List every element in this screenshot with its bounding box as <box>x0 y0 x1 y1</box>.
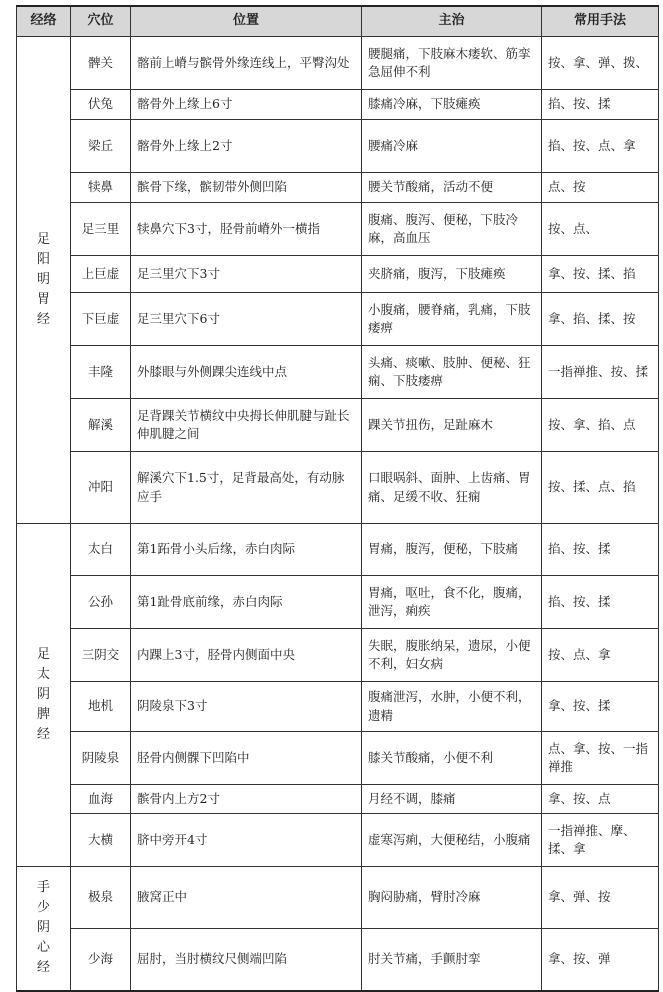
point-cell: 下巨虚 <box>71 293 131 346</box>
point-cell: 犊鼻 <box>71 173 131 203</box>
technique-cell: 拿、按、弹 <box>542 929 659 991</box>
indication-cell: 踝关节扭伤，足趾麻木 <box>362 399 542 452</box>
meridian-name: 足阳明胃经 <box>36 231 50 328</box>
location-cell: 髂骨外上缘上6寸 <box>131 90 362 120</box>
indication-cell: 腰痛冷麻 <box>362 120 542 173</box>
technique-cell: 一指禅推、摩、揉、拿 <box>542 814 659 867</box>
technique-cell: 点、按 <box>542 173 659 203</box>
location-cell: 犊鼻穴下3寸，胫骨前嵴外一横指 <box>131 203 362 256</box>
meridian-name: 手少阴心经 <box>36 879 50 976</box>
indication-cell: 虚寒泻痢，大便秘结，小腹痛 <box>362 814 542 867</box>
point-cell: 太白 <box>71 524 131 576</box>
table-row <box>17 256 659 293</box>
meridian-cell <box>17 37 71 524</box>
location-cell: 足背踝关节横纹中央拇长伸肌腱与趾长伸肌腱之间 <box>131 399 362 452</box>
table-row <box>17 682 659 732</box>
location-cell: 胫骨内侧髁下凹陷中 <box>131 732 362 785</box>
table-row <box>17 203 659 256</box>
point-cell: 足三里 <box>71 203 131 256</box>
technique-cell: 拿、弹、按 <box>542 867 659 929</box>
indication-cell: 膝关节酸痛，小便不利 <box>362 732 542 785</box>
header-meridian: 经络 <box>17 6 71 37</box>
indication-cell: 口眼㖞斜、面肿、上齿痛、胃痛、足缓不收、狂痫 <box>362 452 542 524</box>
indication-cell: 胃痛，呕吐，食不化，腹痛，泄泻，痢疾 <box>362 576 542 629</box>
technique-cell: 按、拿、弹、拨、 <box>542 37 659 90</box>
point-cell: 大横 <box>71 814 131 867</box>
point-cell: 阴陵泉 <box>71 732 131 785</box>
table-row <box>17 929 659 991</box>
table-body <box>17 37 659 991</box>
header-technique: 常用手法 <box>542 6 659 37</box>
table-row <box>17 524 659 576</box>
technique-cell: 拿、按、点 <box>542 785 659 814</box>
location-cell: 脐中旁开4寸 <box>131 814 362 867</box>
technique-cell: 按、点、 <box>542 203 659 256</box>
location-cell: 腋窝正中 <box>131 867 362 929</box>
indication-cell: 腰关节酸痛，活动不便 <box>362 173 542 203</box>
location-cell: 髂骨外上缘上2寸 <box>131 120 362 173</box>
technique-cell: 按、揉、点、掐 <box>542 452 659 524</box>
indication-cell: 胸闷胁痛，臂肘冷麻 <box>362 867 542 929</box>
indication-cell: 腰腿痛，下肢麻木痿软、筋挛急屈伸不利 <box>362 37 542 90</box>
technique-cell: 掐、按、揉 <box>542 90 659 120</box>
meridian-cell <box>17 524 71 867</box>
meridian-name: 足太阴脾经 <box>36 646 50 743</box>
point-cell: 解溪 <box>71 399 131 452</box>
header-row <box>17 6 659 37</box>
acupoint-table <box>16 5 659 992</box>
meridian-cell <box>17 867 71 991</box>
table-row <box>17 629 659 682</box>
indication-cell: 月经不调，膝痛 <box>362 785 542 814</box>
technique-cell: 拿、按、揉、掐 <box>542 256 659 293</box>
point-cell: 梁丘 <box>71 120 131 173</box>
technique-cell: 拿、掐、揉、按 <box>542 293 659 346</box>
header-point: 穴位 <box>71 6 131 37</box>
acupoint-table-container <box>16 5 658 992</box>
table-row <box>17 732 659 785</box>
location-cell: 屈肘，当肘横纹尺侧端凹陷 <box>131 929 362 991</box>
header-location: 位置 <box>131 6 362 37</box>
point-cell: 少海 <box>71 929 131 991</box>
indication-cell: 腹痛泄泻，水肿，小便不利，遗精 <box>362 682 542 732</box>
indication-cell: 胃痛，腹泻，便秘，下肢痛 <box>362 524 542 576</box>
indication-cell: 腹痛、腹泻、便秘，下肢冷麻，高血压 <box>362 203 542 256</box>
header-indication: 主治 <box>362 6 542 37</box>
table-row <box>17 452 659 524</box>
technique-cell: 一指禅推、按、揉 <box>542 346 659 399</box>
point-cell: 极泉 <box>71 867 131 929</box>
table-row <box>17 399 659 452</box>
table-row <box>17 37 659 90</box>
location-cell: 解溪穴下1.5寸，足背最高处，有动脉应手 <box>131 452 362 524</box>
point-cell: 血海 <box>71 785 131 814</box>
point-cell: 地机 <box>71 682 131 732</box>
technique-cell: 按、拿、掐、点 <box>542 399 659 452</box>
technique-cell: 掐、按、揉 <box>542 524 659 576</box>
table-row <box>17 90 659 120</box>
location-cell: 髌骨下缘，髌韧带外侧凹陷 <box>131 173 362 203</box>
technique-cell: 拿、按、揉 <box>542 682 659 732</box>
point-cell: 三阴交 <box>71 629 131 682</box>
indication-cell: 夹脐痛，腹泻，下肢瘫痪 <box>362 256 542 293</box>
location-cell: 足三里穴下3寸 <box>131 256 362 293</box>
point-cell: 冲阳 <box>71 452 131 524</box>
location-cell: 髌骨内上方2寸 <box>131 785 362 814</box>
location-cell: 外膝眼与外侧踝尖连线中点 <box>131 346 362 399</box>
table-row <box>17 173 659 203</box>
point-cell: 公孙 <box>71 576 131 629</box>
point-cell: 髀关 <box>71 37 131 90</box>
indication-cell: 失眠，腹胀纳呆，遗尿，小便不利，妇女病 <box>362 629 542 682</box>
point-cell: 上巨虚 <box>71 256 131 293</box>
location-cell: 阴陵泉下3寸 <box>131 682 362 732</box>
technique-cell: 掐、按、揉 <box>542 576 659 629</box>
location-cell: 内踝上3寸，胫骨内侧面中央 <box>131 629 362 682</box>
point-cell: 丰隆 <box>71 346 131 399</box>
indication-cell: 小腹痛，腰脊痛，乳痛，下肢痿痹 <box>362 293 542 346</box>
table-row <box>17 576 659 629</box>
technique-cell: 点、拿、按、一指禅推 <box>542 732 659 785</box>
table-row <box>17 120 659 173</box>
table-row <box>17 814 659 867</box>
indication-cell: 膝痛冷麻，下肢瘫痪 <box>362 90 542 120</box>
location-cell: 第1趾骨底前缘，赤白肉际 <box>131 576 362 629</box>
table-row <box>17 293 659 346</box>
indication-cell: 头痛、痰嗽、肢肿、便秘、狂痫、下肢痿痹 <box>362 346 542 399</box>
table-row <box>17 346 659 399</box>
location-cell: 第1跖骨小头后缘，赤白肉际 <box>131 524 362 576</box>
location-cell: 足三里穴下6寸 <box>131 293 362 346</box>
point-cell: 伏兔 <box>71 90 131 120</box>
technique-cell: 掐、按、点、拿 <box>542 120 659 173</box>
location-cell: 髂前上嵴与髌骨外缘连线上，平臀沟处 <box>131 37 362 90</box>
indication-cell: 肘关节痛，手颤肘挛 <box>362 929 542 991</box>
table-row <box>17 785 659 814</box>
technique-cell: 按、点、拿 <box>542 629 659 682</box>
table-row <box>17 867 659 929</box>
